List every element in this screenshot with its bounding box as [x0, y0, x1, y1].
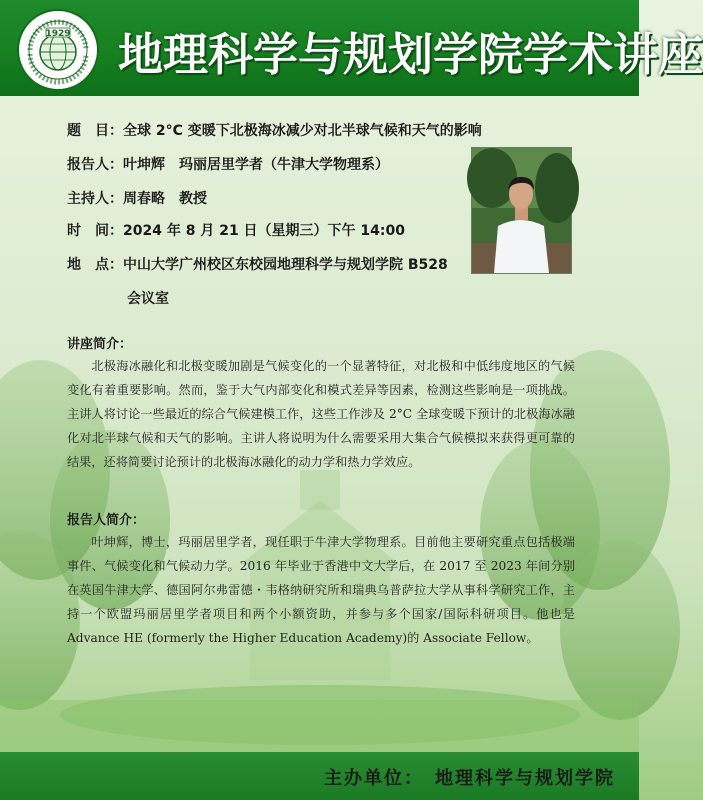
- host-label: 主持人：: [67, 191, 123, 207]
- title-value: 全球 2°C 变暖下北极海冰减少对北半球气候和天气的影响: [123, 123, 482, 139]
- speaker-bio-heading: 报告人简介：: [67, 513, 146, 528]
- speaker-photo-icon: [472, 148, 571, 273]
- speaker-value: 叶坤辉 玛丽居里学者（牛津大学物理系）: [123, 157, 389, 173]
- info-place-row: [67, 254, 448, 274]
- time-value: 2024 年 8 月 21 日（星期三）下午 14:00: [123, 223, 405, 239]
- place-value: 中山大学广州校区东校园地理科学与规划学院 B528: [123, 257, 448, 273]
- info-title-row: [67, 120, 482, 140]
- info-place-row-continued: [127, 288, 169, 308]
- lecture-intro-text: 北极海冰融化和北极变暖加剧是气候变化的一个显著特征，对北极和中低纬度地区的气候变化有着重要影响。然而，鉴于大气内部变化和模式差异等因素，检测这些影响是一项挑战。主讲人将讨论一些最近的综合气候建模工作，这些工作涉及 2°C 全球变暖下预计的北极海冰融化对北半球气候和天气的影响。主讲人将说明为什么需要采用大集合气候模拟来获得更可靠的结果，还将简要讨论预计的北极海冰融化的动力学和热力学效应。: [67, 359, 575, 469]
- title-label: 题 目：: [67, 123, 123, 139]
- page-title: 地理科学与规划学院学术讲座: [118, 28, 703, 81]
- logo-year: 1929: [45, 29, 71, 39]
- speaker-bio-text: 叶坤辉，博士，玛丽居里学者，现任职于牛津大学物理系。目前他主要研究重点包括极端事件、气候变化和气候动力学。2016 年毕业于香港中文大学后，在 2017 至 2023 年间分别在英国牛津大学、德国阿尔弗雷德・韦格纳研究所和瑞典乌普萨拉大学从事科学研究工作，主持一个欧盟玛丽居里学者项目和两个小额资助，并参与多个国家/国际科研项目。他也是 Advance HE (formerly the Higher Education Academy)的 Associate Fellow。: [67, 535, 575, 645]
- info-time-row: [67, 220, 405, 240]
- time-label: 时 间：: [67, 223, 123, 239]
- lecture-intro-heading: 讲座简介：: [67, 337, 133, 352]
- place-value-continued: 会议室: [127, 291, 169, 307]
- footer-banner: [0, 752, 639, 800]
- header-banner: [0, 0, 703, 96]
- speaker-photo: [471, 147, 572, 274]
- info-host-row: [67, 188, 207, 208]
- info-speaker-row: [67, 154, 389, 174]
- place-label: 地 点：: [67, 257, 123, 273]
- school-emblem-icon: [16, 8, 100, 92]
- host-value: 周春略 教授: [123, 191, 207, 207]
- organizer-text: 主办单位： 地理科学与规划学院: [324, 768, 615, 789]
- speaker-label: 报告人：: [67, 157, 123, 173]
